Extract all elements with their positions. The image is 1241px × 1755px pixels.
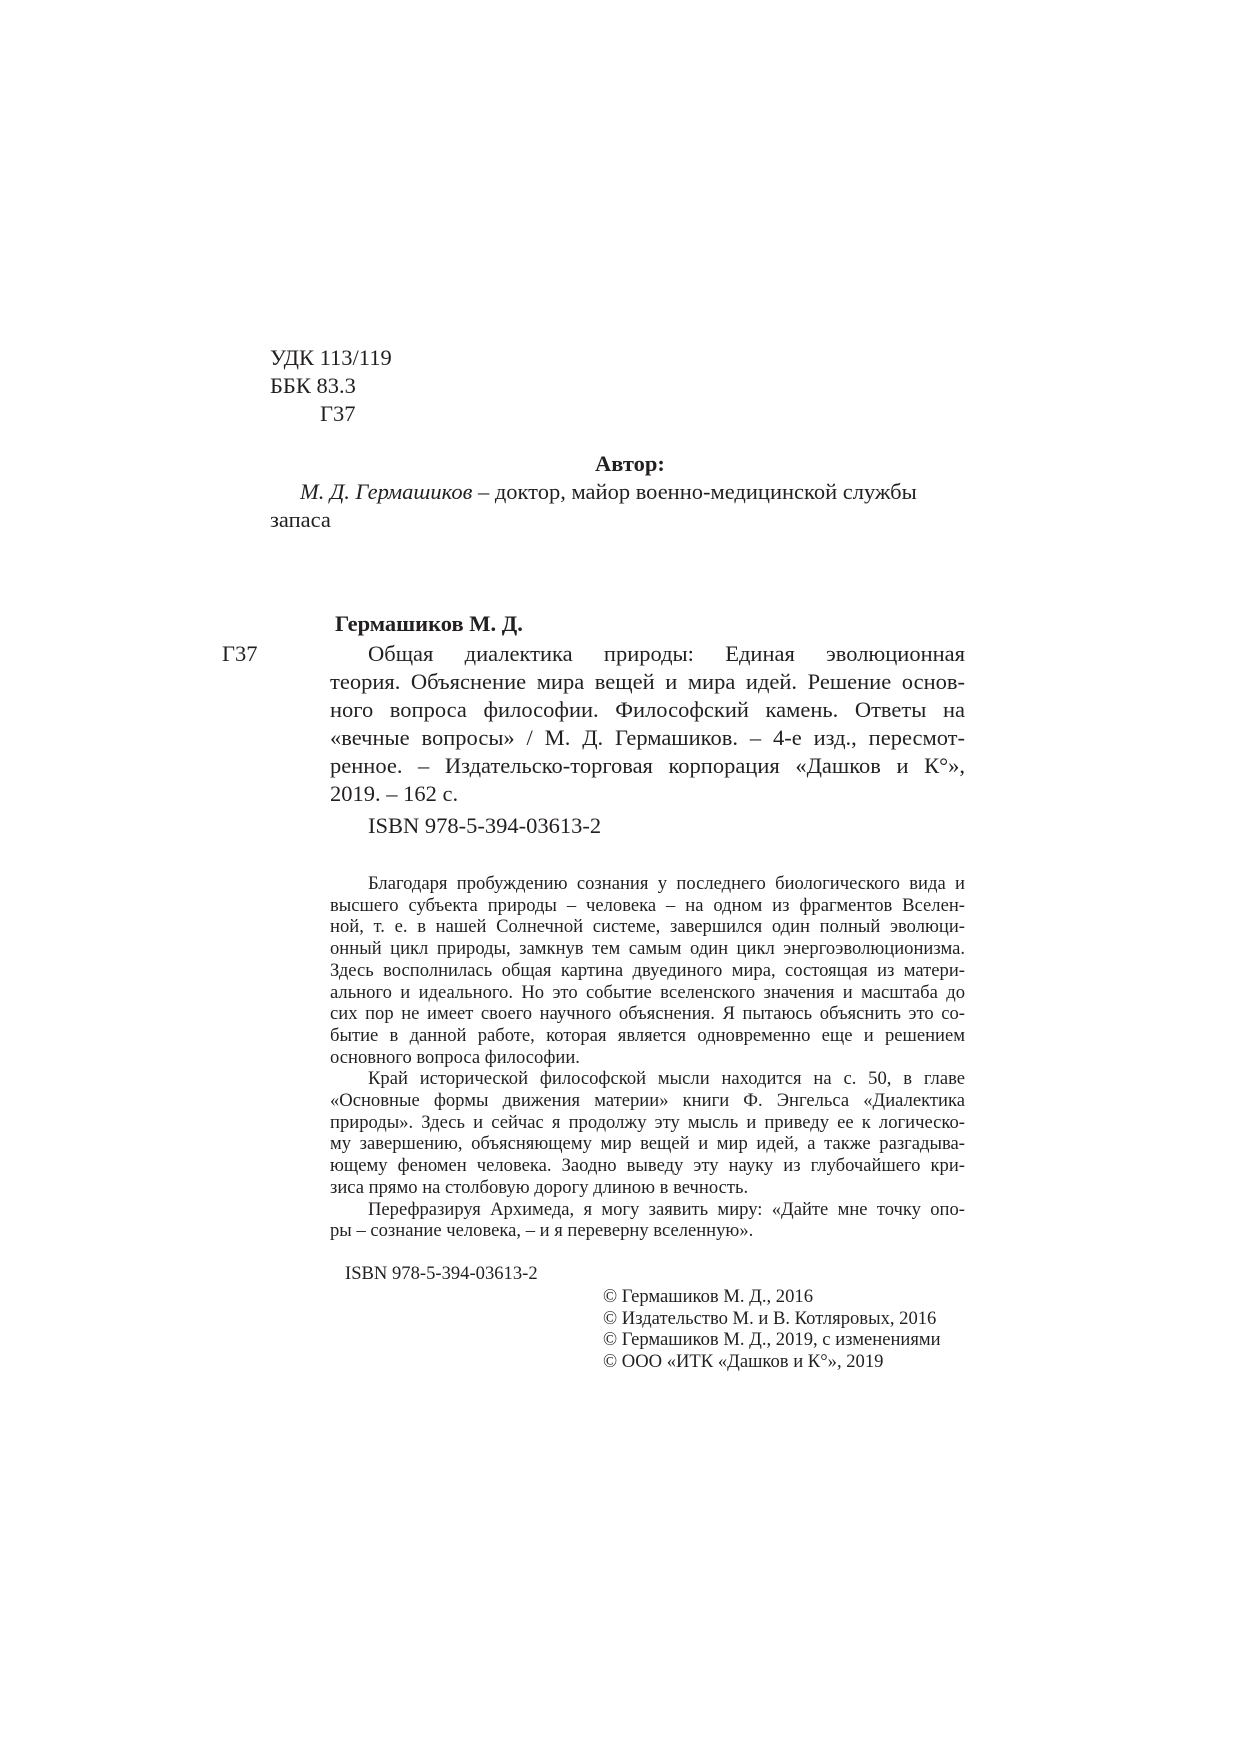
author-heading: Автор:: [595, 451, 665, 476]
author-mark: Г37: [320, 401, 356, 426]
author-description: [270, 478, 965, 534]
copyright-line: © ООО «ИТК «Дашков и К°», 2019: [603, 1351, 884, 1373]
annotation-line: ющему феномен человека. Заодно выведу эту науку из глубочайшего кри-: [330, 1155, 965, 1177]
copyright-line: © Гермашиков М. Д., 2019, с изменениями: [603, 1329, 941, 1351]
bib-line: 2019. – 162 с.: [330, 781, 459, 806]
annotation-line: ры – сознание человека, – и я переверну вселенную».: [330, 1220, 754, 1242]
annotation-line: Благодаря пробуждению сознания у последнего биологического вида и: [368, 873, 965, 894]
bib-line: ного вопроса философии. Философский камень. Ответы на: [330, 697, 965, 722]
bib-isbn: ISBN 978-5-394-03613-2: [368, 813, 602, 838]
author-name: М. Д. Гермашиков: [300, 479, 473, 504]
bib-line: теория. Объяснение мира вещей и мира идей. Решение основ-: [330, 669, 965, 694]
classification-block: [270, 344, 392, 428]
annotation-line: сих пор не имеет своего научного объяснения. Я пытаюсь объяснить это со-: [330, 1003, 965, 1025]
annotation: [330, 873, 965, 1242]
annotation-line: высшего субъекта природы – человека – на одном из фрагментов Вселен-: [330, 894, 965, 916]
bib-line: Общая диалектика природы: Единая эволюционная: [368, 641, 965, 666]
bib-code: Г37: [222, 641, 258, 666]
udk-code: УДК 113/119: [270, 345, 392, 370]
annotation-line: онный цикл природы, замкнув тем самым один цикл энергоэволюционизма.: [330, 938, 965, 960]
annotation-line: Край исторической философской мысли находится на с. 50, в главе: [368, 1068, 965, 1090]
author-description-line2: запаса: [270, 507, 331, 532]
bib-line: ренное. – Издательско-торговая корпорация «Дашков и К°»,: [330, 753, 965, 778]
annotation-line: ной, т. е. в нашей Солнечной системе, завершился один полный эволюци-: [330, 916, 965, 938]
author-description-line1: – доктор, майор военно-медицинской службы: [472, 479, 917, 504]
bbk-code: ББК 83.3: [270, 373, 356, 398]
annotation-line: Перефразируя Архимеда, я могу заявить миру: «Дайте мне точку опо-: [368, 1198, 965, 1220]
annotation-line: Здесь восполнилась общая картина двуединого мира, состоящая из матери-: [330, 959, 965, 981]
footer-isbn: ISBN 978-5-394-03613-2: [345, 1263, 538, 1284]
bib-description: [330, 640, 965, 808]
bib-line: «вечные вопросы» / М. Д. Гермашиков. – 4-е изд., пересмот-: [330, 725, 965, 750]
annotation-line: бытие в данной работе, которая является одновременно еще и решением: [330, 1024, 965, 1046]
annotation-line: природы». Здесь и сейчас я продолжу эту мысль и приведу ее к логическо-: [330, 1111, 965, 1133]
annotation-line: основного вопроса философии.: [330, 1046, 580, 1068]
bib-author: Гермашиков М. Д.: [335, 611, 523, 636]
annotation-line: му завершению, объясняющему мир вещей и мир идей, а также разгадыва-: [330, 1133, 965, 1155]
annotation-line: зиса прямо на столбовую дорогу длиною в вечность.: [330, 1176, 749, 1198]
copyright-line: © Издательство М. и В. Котляровых, 2016: [603, 1307, 937, 1329]
copyright-line: © Гермашиков М. Д., 2016: [603, 1286, 813, 1307]
copyright-block: [603, 1286, 941, 1373]
annotation-line: ального и идеального. Но это событие вселенского значения и масштаба до: [330, 981, 965, 1003]
annotation-line: «Основные формы движения материи» книги Ф. Энгельса «Диалектика: [330, 1090, 965, 1112]
